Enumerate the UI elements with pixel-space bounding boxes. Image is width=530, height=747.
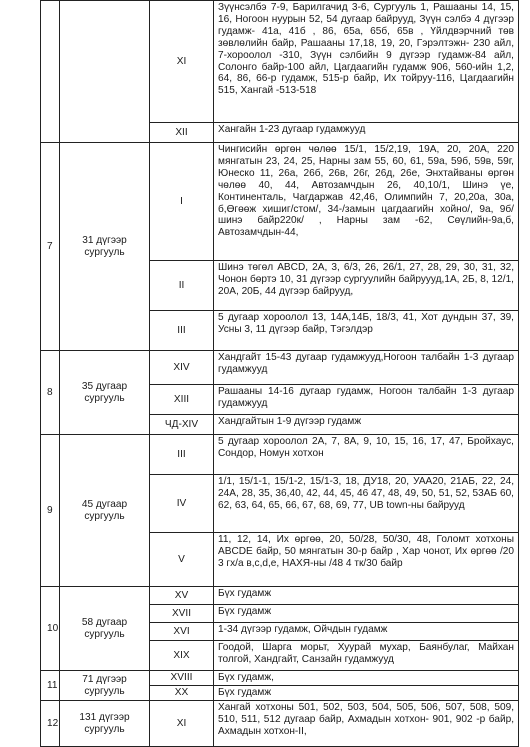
- school-district-table: [40, 0, 519, 747]
- table-row: [41, 587, 519, 605]
- district-cell: XX: [150, 686, 214, 701]
- table-row: [41, 143, 519, 261]
- row-number-cell: 7: [41, 143, 60, 351]
- streets-cell: Хандгайтын 1-9 дүгээр гудамж: [214, 415, 519, 435]
- table-row: [41, 351, 519, 385]
- streets-cell: Бүх гудамж,: [214, 671, 519, 686]
- district-cell: XIX: [150, 641, 214, 671]
- streets-cell: 1/1, 15/1-1, 15/1-2, 15/1-3, 18, ДУ18, 20, УАА20, 21АБ, 22, 24, 24А, 28, 35, 36,40, 42, 44, 45, 46 47, 48, 49, 50, 51, 52, 53АБ 60, 62, 63, 64, 65, 66, 67, 68, 69, 77, UB town-ны байрууд: [214, 475, 519, 533]
- school-name-cell: 31 дүгээр сургууль: [60, 143, 150, 351]
- district-cell: XII: [150, 123, 214, 143]
- streets-cell: Бүх гудамж: [214, 605, 519, 623]
- district-cell: III: [150, 311, 214, 351]
- district-cell: XI: [150, 701, 214, 747]
- streets-cell: Чингисийн өргөн чөлөө 15/1, 15/2,19, 19А, 20, 20А, 220 мянгатын 23, 24, 25, Нарны зам 55, 60, 61, 59а, 59б, 59в, 59г, Юнеско 11, 26а, 26б, 26в, 26г, 26д, 26е, Энхтайваны өргөн чөлөө 40, 44, Автозамчдын 26, 40,10/1, Шинэ үе, Континенталь, Чагдаржав 42,46, Олимпийн 7, 20,20а, 30а, б,Өгөөж хишиг/стом/, 34-/замын цагдаагийн хойно/, 9а, 9б/шинэ байр220к/ , Нарны зам -62, Сөүлийн-9а,б, Автозамчдын-44,: [214, 143, 519, 261]
- streets-cell: Бүх гудамж: [214, 686, 519, 701]
- row-number-cell: 8: [41, 351, 60, 435]
- streets-cell: Шинэ төгөл ABCD, 2A, 3, 6/3, 26, 26/1, 27, 28, 29, 30, 31, 32, Чонон бөртэ 10, 31 дүгээр сургуулийн байруууд,1А, 2Б, 8, 12/1, 20А, 20Б, 44 дүгээр байрууд,: [214, 261, 519, 311]
- district-cell: XVIII: [150, 671, 214, 686]
- streets-cell: Хангай хотхоны 501, 502, 503, 504, 505, 506, 507, 508, 509, 510, 511, 512 дугаар байр, Ахмадын хотхон- 901, 902 -р байр, Ахмадын хотхон-II,: [214, 701, 519, 747]
- district-cell: XVII: [150, 605, 214, 623]
- district-cell: V: [150, 533, 214, 587]
- table-row: [41, 435, 519, 475]
- table-row: [41, 1, 519, 123]
- streets-cell: Хандгайт 15-43 дугаар гудамжууд,Ногоон талбайн 1-3 дугаар гудамжууд: [214, 351, 519, 385]
- district-cell: XI: [150, 1, 214, 123]
- streets-cell: 5 дугаар хороолол 13, 14А,14Б, 18/3, 41, Хот дундын 37, 39, Усны 3, 11 дүгээр байр, Тэгэлдэр: [214, 311, 519, 351]
- streets-cell: 1-34 дүгээр гудамж, Ойчдын гудамж: [214, 623, 519, 641]
- streets-cell: Гоодой, Шарга морьт, Хуурай мухар, Баянбулаг, Майхан толгой, Хандгайт, Санзайн гудамжууд: [214, 641, 519, 671]
- school-name-cell: 58 дугаар сургууль: [60, 587, 150, 671]
- row-number-cell: 12: [41, 701, 60, 747]
- district-cell: ЧД-XIV: [150, 415, 214, 435]
- streets-cell: 5 дугаар хороолол 2А, 7, 8А, 9, 10, 15, 16, 17, 47, Бройхаус, Сондор, Номун хотхон: [214, 435, 519, 475]
- table-row: [41, 701, 519, 747]
- row-number-cell: 10: [41, 587, 60, 671]
- row-number-cell: 11: [41, 671, 60, 701]
- row-number-cell: [41, 1, 60, 143]
- school-name-cell: 71 дүгээр сургууль: [60, 671, 150, 701]
- school-name-cell: 131 дүгээр сургууль: [60, 701, 150, 747]
- district-cell: III: [150, 435, 214, 475]
- streets-cell: Рашааны 14-16 дугаар гудамж, Ногоон талбайн 1-3 дугаар гудамжууд: [214, 385, 519, 415]
- district-cell: XIII: [150, 385, 214, 415]
- district-cell: XIV: [150, 351, 214, 385]
- streets-cell: Зүүнсэлбэ 7-9, Барилгачид 3-6, Сургууль 1, Рашааны 14, 15, 16, Ногоон нуурын 52, 54 дугаар байрууд, Зүүн сэлбэ 4 дүгээр гудамж- 41а, 41б , 86, 65а, 65б, 65в , Үйлдвэрчний төв зөвлөлийн байр, Рашааны 17,18, 19, 20, Гэрэлтэжн- 230 айл, 7-хороолол -310, Зүүн сэлбийн 9 дүгээр гудамж-84 айл, Солонго байр-100 айл, Цагдаагийн гудамж 906, 560-ийн 1,2, 64, 86, 66-р гудамж, 515-р байр, Их тойруу-116, Цагдаагийн 515, Хангай -513-518: [214, 1, 519, 123]
- row-number-cell: 9: [41, 435, 60, 587]
- district-cell: XV: [150, 587, 214, 605]
- streets-cell: 11, 12, 14, Их өргөө, 20, 50/28, 50/30, 48, Голомт хотхоны ABCDE байр, 50 мянгатын 30-р байр , Хар чонот, Их өргөө /20 3 гх/а в,с,d,e, НАХЯ-ны /48 4 тк/30 байр: [214, 533, 519, 587]
- school-name-cell: [60, 1, 150, 143]
- district-cell: XVI: [150, 623, 214, 641]
- district-cell: IV: [150, 475, 214, 533]
- streets-cell: Бүх гудамж: [214, 587, 519, 605]
- streets-cell: Хангайн 1-23 дугаар гудамжууд: [214, 123, 519, 143]
- school-name-cell: 45 дугаар сургууль: [60, 435, 150, 587]
- district-cell: I: [150, 143, 214, 261]
- district-cell: II: [150, 261, 214, 311]
- school-name-cell: 35 дугаар сургууль: [60, 351, 150, 435]
- table-row: [41, 671, 519, 686]
